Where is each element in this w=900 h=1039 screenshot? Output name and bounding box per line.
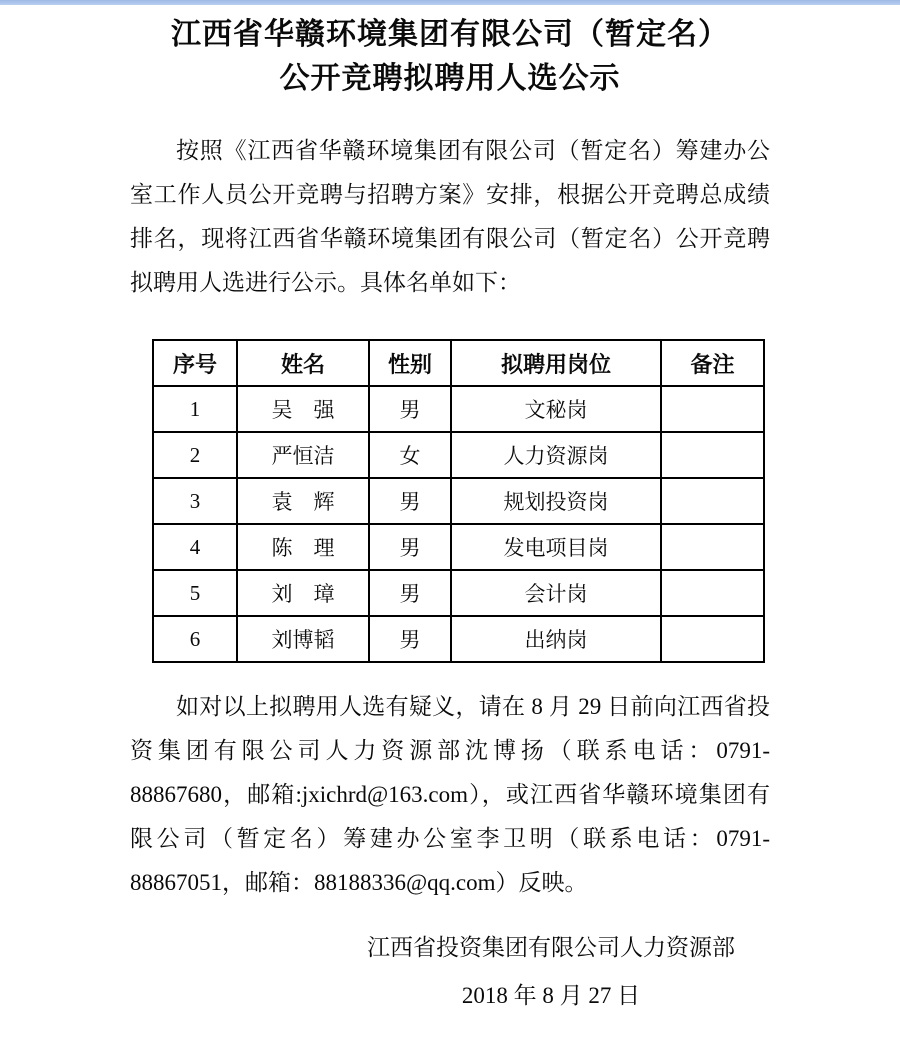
table-cell: 男 xyxy=(369,386,451,432)
table-cell: 1 xyxy=(153,386,237,432)
table-row xyxy=(153,524,764,570)
table-head xyxy=(153,340,764,386)
table-cell: 陈 理 xyxy=(237,524,369,570)
table-cell: 文秘岗 xyxy=(451,386,661,432)
intro-paragraph: 按照《江西省华赣环境集团有限公司（暂定名）筹建办公室工作人员公开竞聘与招聘方案》安排，根据公开竞聘总成绩排名，现将江西省华赣环境集团有限公司（暂定名）公开竞聘拟聘用人选进行公示。具体名单如下： xyxy=(130,138,770,295)
table-cell: 吴 强 xyxy=(237,386,369,432)
table-cell: 男 xyxy=(369,524,451,570)
title-line-1: 江西省华赣环境集团有限公司（暂定名） xyxy=(171,18,729,51)
signature-date: 2018 年 8 月 27 日 xyxy=(461,983,641,1008)
document-body xyxy=(0,5,900,1021)
table-row xyxy=(153,616,764,662)
candidate-table xyxy=(152,339,765,663)
table-cell: 刘博韬 xyxy=(237,616,369,662)
table-cell: 严恒洁 xyxy=(237,432,369,478)
column-header: 拟聘用岗位 xyxy=(451,340,661,386)
table-cell: 规划投资岗 xyxy=(451,478,661,524)
table-cell: 刘 璋 xyxy=(237,570,369,616)
table-cell: 4 xyxy=(153,524,237,570)
title-line-2: 公开竞聘拟聘用人选公示 xyxy=(279,62,621,95)
table-cell: 人力资源岗 xyxy=(451,432,661,478)
table-cell: 5 xyxy=(153,570,237,616)
table-cell: 男 xyxy=(369,478,451,524)
table-cell: 男 xyxy=(369,616,451,662)
signature-department: 江西省投资集团有限公司人力资源部 xyxy=(367,935,735,960)
table-cell: 女 xyxy=(369,432,451,478)
table-cell: 男 xyxy=(369,570,451,616)
table-cell: 出纳岗 xyxy=(451,616,661,662)
signature-block xyxy=(367,925,735,1021)
column-header: 备注 xyxy=(661,340,764,386)
table-row xyxy=(153,570,764,616)
table-cell xyxy=(661,570,764,616)
column-header: 姓名 xyxy=(237,340,369,386)
objection-paragraph: 如对以上拟聘用人选有疑义，请在 8 月 29 日前向江西省投资集团有限公司人力资源部沈博扬（联系电话：0791-88867680，邮箱:jxichrd@163.com），或江西省华赣环境集团有限公司（暂定名）筹建办公室李卫明（联系电话：0791-88867051，邮箱：88188336@qq.com）反映。 xyxy=(130,694,770,895)
table-row xyxy=(153,386,764,432)
table-cell xyxy=(661,432,764,478)
column-header: 序号 xyxy=(153,340,237,386)
table-cell: 会计岗 xyxy=(451,570,661,616)
table-cell xyxy=(661,386,764,432)
table-cell: 袁 辉 xyxy=(237,478,369,524)
table-row xyxy=(153,478,764,524)
table-cell: 2 xyxy=(153,432,237,478)
table-body xyxy=(153,386,764,662)
table-cell xyxy=(661,478,764,524)
table-cell: 6 xyxy=(153,616,237,662)
column-header: 性别 xyxy=(369,340,451,386)
table-cell xyxy=(661,616,764,662)
table-cell: 发电项目岗 xyxy=(451,524,661,570)
document-title xyxy=(130,13,770,101)
table-cell: 3 xyxy=(153,478,237,524)
table-row xyxy=(153,432,764,478)
table-cell xyxy=(661,524,764,570)
table-header-row xyxy=(153,340,764,386)
